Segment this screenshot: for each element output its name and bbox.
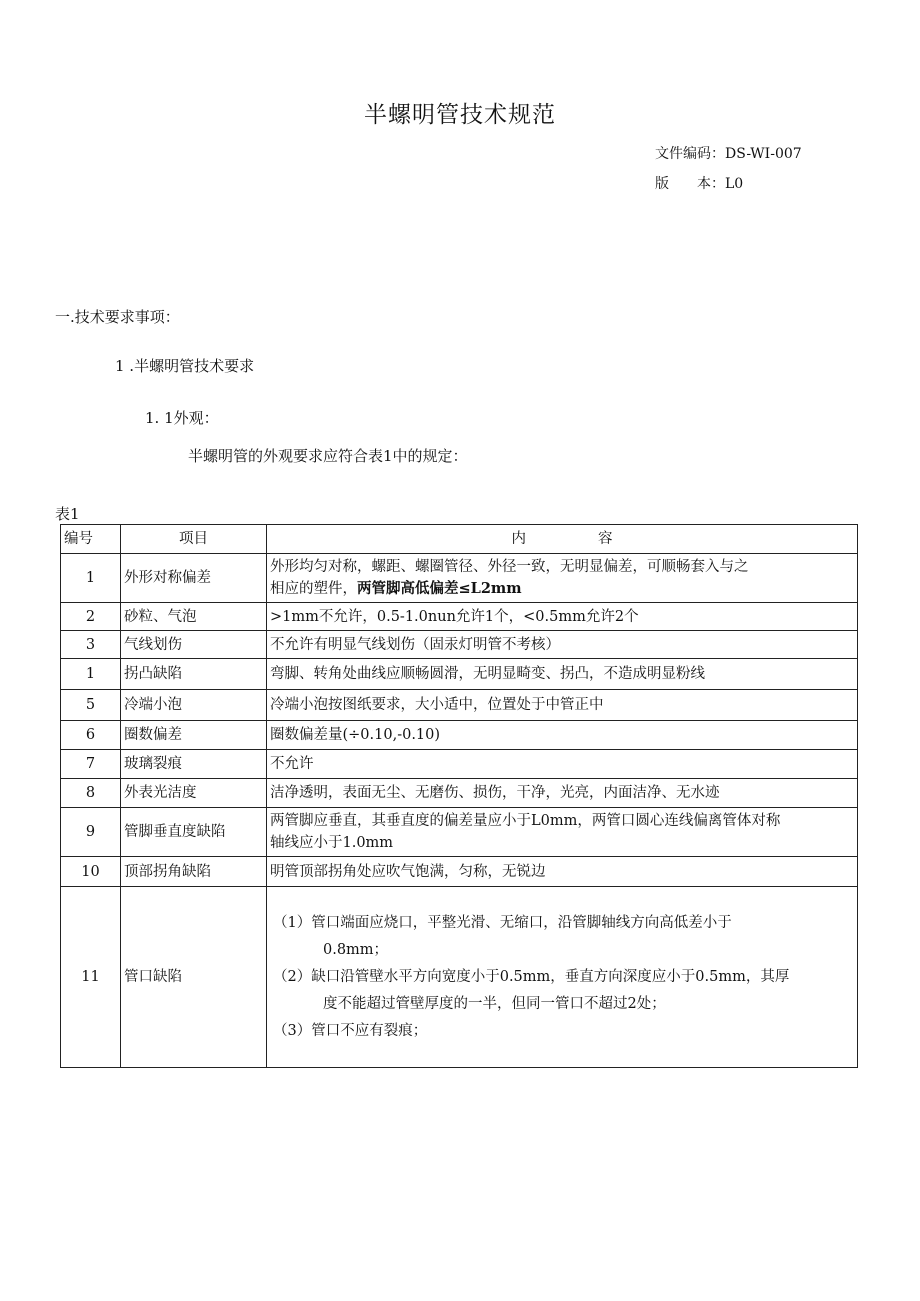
row-content-list bbox=[267, 887, 858, 1068]
row-item: 拐凸缺陷 bbox=[121, 659, 267, 690]
row-no: 6 bbox=[61, 721, 121, 750]
row-content: 明管顶部拐角处应吹气饱满，匀称，无锐边 bbox=[267, 857, 858, 887]
row-item: 玻璃裂痕 bbox=[121, 750, 267, 779]
row-content-emphasis: 两管脚高低偏差≤L2mm bbox=[357, 580, 522, 597]
header-content bbox=[267, 525, 858, 554]
table-row bbox=[61, 721, 858, 750]
section-heading-1-1: 1 .半螺明管技术要求 bbox=[115, 357, 255, 375]
row-item: 管脚垂直度缺陷 bbox=[121, 808, 267, 857]
row-content-line: 两管脚应垂直，其垂直度的偏差量应小于L0mm，两管口圆心连线偏离管体对称 bbox=[270, 813, 781, 829]
spec-table bbox=[60, 524, 858, 1068]
table-header-row bbox=[61, 525, 858, 554]
table-row bbox=[61, 808, 858, 857]
row-content: 圈数偏差量(÷0.10,-0.10) bbox=[267, 721, 858, 750]
row-no: 3 bbox=[61, 631, 121, 659]
row-no: 1 bbox=[61, 659, 121, 690]
row-no: 11 bbox=[61, 887, 121, 1068]
row-no: 1 bbox=[61, 554, 121, 603]
row-item: 气线划伤 bbox=[121, 631, 267, 659]
row-item: 外形对称偏差 bbox=[121, 554, 267, 603]
row-item: 砂粒、气泡 bbox=[121, 603, 267, 631]
section-heading-1: 一.技术要求事项： bbox=[55, 308, 180, 326]
row-content: 不允许有明显气线划伤（固汞灯明管不考核） bbox=[267, 631, 858, 659]
row-content: 弯脚、转角处曲线应顺畅圆滑，无明显畸变、拐凸，不造成明显粉线 bbox=[267, 659, 858, 690]
header-item: 项目 bbox=[121, 525, 267, 554]
table-row bbox=[61, 603, 858, 631]
row-content: >1mm不允许，0.5-1.0nun允许1个，<0.5mm允许2个 bbox=[267, 603, 858, 631]
row-content-line: 外形均匀对称，螺距、螺圈管径、外径一致，无明显偏差，可顺畅套入与之 bbox=[270, 559, 749, 575]
row-item: 管口缺陷 bbox=[121, 887, 267, 1068]
table-row bbox=[61, 750, 858, 779]
row-no: 8 bbox=[61, 779, 121, 808]
list-item-continuation: 度不能超过管壁厚度的一半，但同一管口不超过2处； bbox=[323, 995, 666, 1012]
row-no: 2 bbox=[61, 603, 121, 631]
table-row bbox=[61, 690, 858, 721]
header-content-b: 容 bbox=[598, 531, 613, 547]
list-item: （1）管口端面应烧口，平整光滑、无缩口，沿管脚轴线方向高低差小于 bbox=[273, 914, 732, 931]
row-no: 10 bbox=[61, 857, 121, 887]
row-no: 5 bbox=[61, 690, 121, 721]
table-row bbox=[61, 659, 858, 690]
row-content bbox=[267, 808, 858, 857]
table-caption: 表1 bbox=[55, 505, 80, 523]
table-row bbox=[61, 631, 858, 659]
table-row bbox=[61, 857, 858, 887]
list-item-continuation: 0.8mm； bbox=[323, 941, 389, 958]
table-row bbox=[61, 887, 858, 1068]
row-content: 洁净透明，表面无尘、无磨伤、损伤，干净，光亮，内面洁净、无水迹 bbox=[267, 779, 858, 808]
row-content-line: 轴线应小于1.0mm bbox=[270, 835, 394, 851]
section-heading-1-1-1: 1. 1外观： bbox=[145, 409, 219, 427]
doc-version: 版 本：L0 bbox=[655, 176, 744, 192]
row-item: 冷端小泡 bbox=[121, 690, 267, 721]
table-row bbox=[61, 554, 858, 603]
row-item: 外表光洁度 bbox=[121, 779, 267, 808]
header-content-a: 内 bbox=[511, 531, 526, 547]
header-no: 编号 bbox=[61, 525, 121, 554]
row-item: 圈数偏差 bbox=[121, 721, 267, 750]
row-no: 7 bbox=[61, 750, 121, 779]
intro-paragraph: 半螺明管的外观要求应符合表1中的规定： bbox=[188, 447, 468, 465]
row-content bbox=[267, 554, 858, 603]
row-no: 9 bbox=[61, 808, 121, 857]
list-item: （2）缺口沿管壁水平方向宽度小于0.5mm，垂直方向深度应小于0.5mm，其厚 bbox=[273, 968, 790, 985]
page-title: 半螺明管技术规范 bbox=[364, 102, 556, 128]
table-row bbox=[61, 779, 858, 808]
row-content: 冷端小泡按图纸要求，大小适中，位置处于中管正中 bbox=[267, 690, 858, 721]
list-item: （3）管口不应有裂痕； bbox=[273, 1022, 428, 1039]
row-item: 顶部拐角缺陷 bbox=[121, 857, 267, 887]
doc-number: 文件编码：DS-WI-007 bbox=[655, 146, 802, 162]
row-content-text: 相应的塑件， bbox=[270, 581, 357, 597]
row-content: 不允许 bbox=[267, 750, 858, 779]
